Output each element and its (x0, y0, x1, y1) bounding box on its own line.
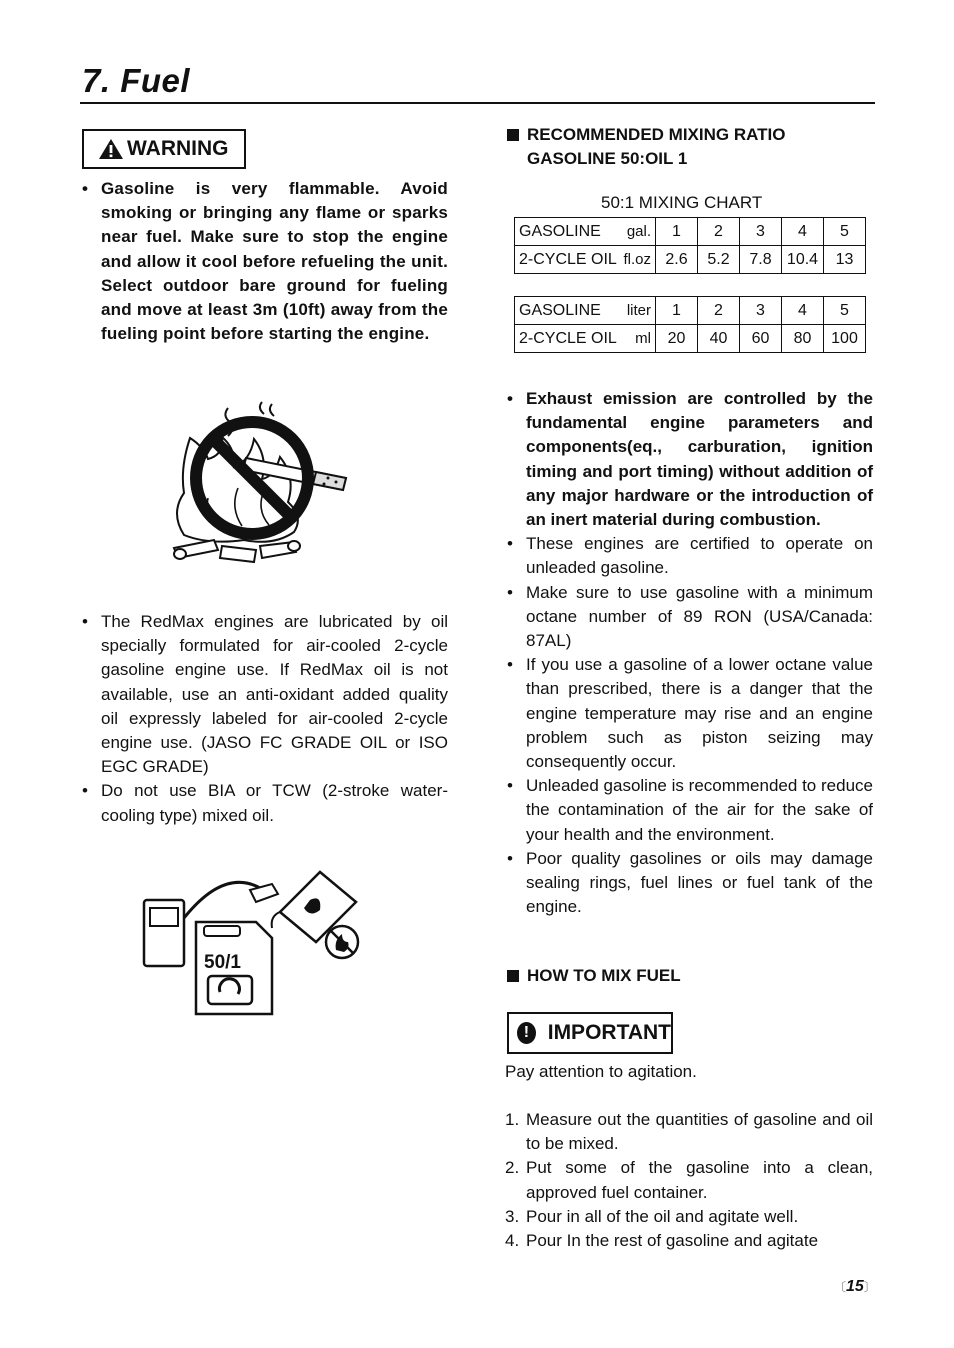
list-item: • Make sure to use gasoline with a minimum octane number of 89 RON (USA/Canada: 87AL) (507, 581, 873, 654)
list-item: • The RedMax engines are lubricated by oil specially formulated for air-cooled 2-cycle gasoline engine use. If RedMax oil is not available, use an anti-oxidant added quality oil expressly labeled for air-cooled 2-cycle engine use. (JASO FC GRADE OIL or ISO EGC GRADE) (82, 610, 448, 779)
important-label: IMPORTANT (547, 1021, 671, 1044)
mixing-ratio-heading: RECOMMENDED MIXING RATIO GASOLINE 50:OIL 1 (507, 123, 785, 171)
list-item: • Exhaust emission are controlled by the fundamental engine parameters and components(eq., carburation, ignition timing and port timing) without addition of any major hardware or the introduction of an inert material during combustion. (507, 387, 873, 532)
how-to-mix-heading: HOW TO MIX FUEL (507, 964, 681, 988)
warning-label: WARNING (127, 137, 229, 160)
list-item: • If you use a gasoline of a lower octane value than prescribed, there is a danger that the engine temperature may rise and an engine problem such as piston seizing may consequently occur. (507, 653, 873, 774)
no-smoking-flame-icon (168, 398, 358, 570)
page-title: 7. Fuel (82, 62, 191, 99)
list-item: 1. Measure out the quantities of gasoline and oil to be mixed. (505, 1110, 873, 1154)
list-item: • Do not use BIA or TCW (2-stroke water-cooling type) mixed oil. (82, 779, 448, 827)
fuel-can-label: 50/1 (204, 952, 241, 973)
oil-info-list (82, 610, 448, 828)
important-label-box (507, 1012, 673, 1054)
agitation-note: Pay attention to agitation. (505, 1062, 697, 1081)
list-item: • Poor quality gasolines or oils may damage sealing rings, fuel lines or fuel tank of the engine. (507, 847, 873, 920)
table-row: 2-CYCLE OIL fl.oz 2.6 5.2 7.8 10.4 13 (515, 246, 866, 274)
title-rule (80, 102, 875, 104)
list-item: 4. Pour In the rest of gasoline and agitate (505, 1231, 819, 1251)
list-item: 3. Pour in all of the oil and agitate well. (505, 1206, 799, 1226)
exclamation-icon: ! (517, 1022, 536, 1044)
list-item: • Unleaded gasoline is recommended to reduce the contamination of the air for the sake of your health and the environment. (507, 774, 873, 847)
warning-text: • Gasoline is very flammable. Avoid smoking or bringing any flame or sparks near fuel. Make sure to stop the engine and allow it cool before refueling the unit. Select outdoor bare ground for fueling and move at least 3m (10ft) away from the fueling point before starting the engine. (82, 177, 448, 346)
list-item: 2. Put some of the gasoline into a clean, approved fuel container. (505, 1158, 873, 1202)
warning-triangle-icon (98, 138, 124, 160)
list-item: • These engines are certified to operate on unleaded gasoline. (507, 532, 873, 580)
table-row: GASOLINE liter 1 2 3 4 5 (515, 297, 866, 325)
mixing-table-us (514, 217, 866, 274)
table-row: GASOLINE gal. 1 2 3 4 5 (515, 218, 866, 246)
fuel-can-icon (140, 868, 365, 1018)
emission-info-list (507, 387, 873, 919)
mixing-steps-list (505, 1108, 873, 1253)
table-row: 2-CYCLE OIL ml 20 40 60 80 100 (515, 325, 866, 353)
warning-label-box (82, 129, 246, 169)
mixing-chart-title: 50:1 MIXING CHART (601, 193, 763, 212)
warning-list (82, 177, 448, 346)
page-number: 〔15〕 (834, 1278, 876, 1295)
mixing-table-metric (514, 296, 866, 353)
